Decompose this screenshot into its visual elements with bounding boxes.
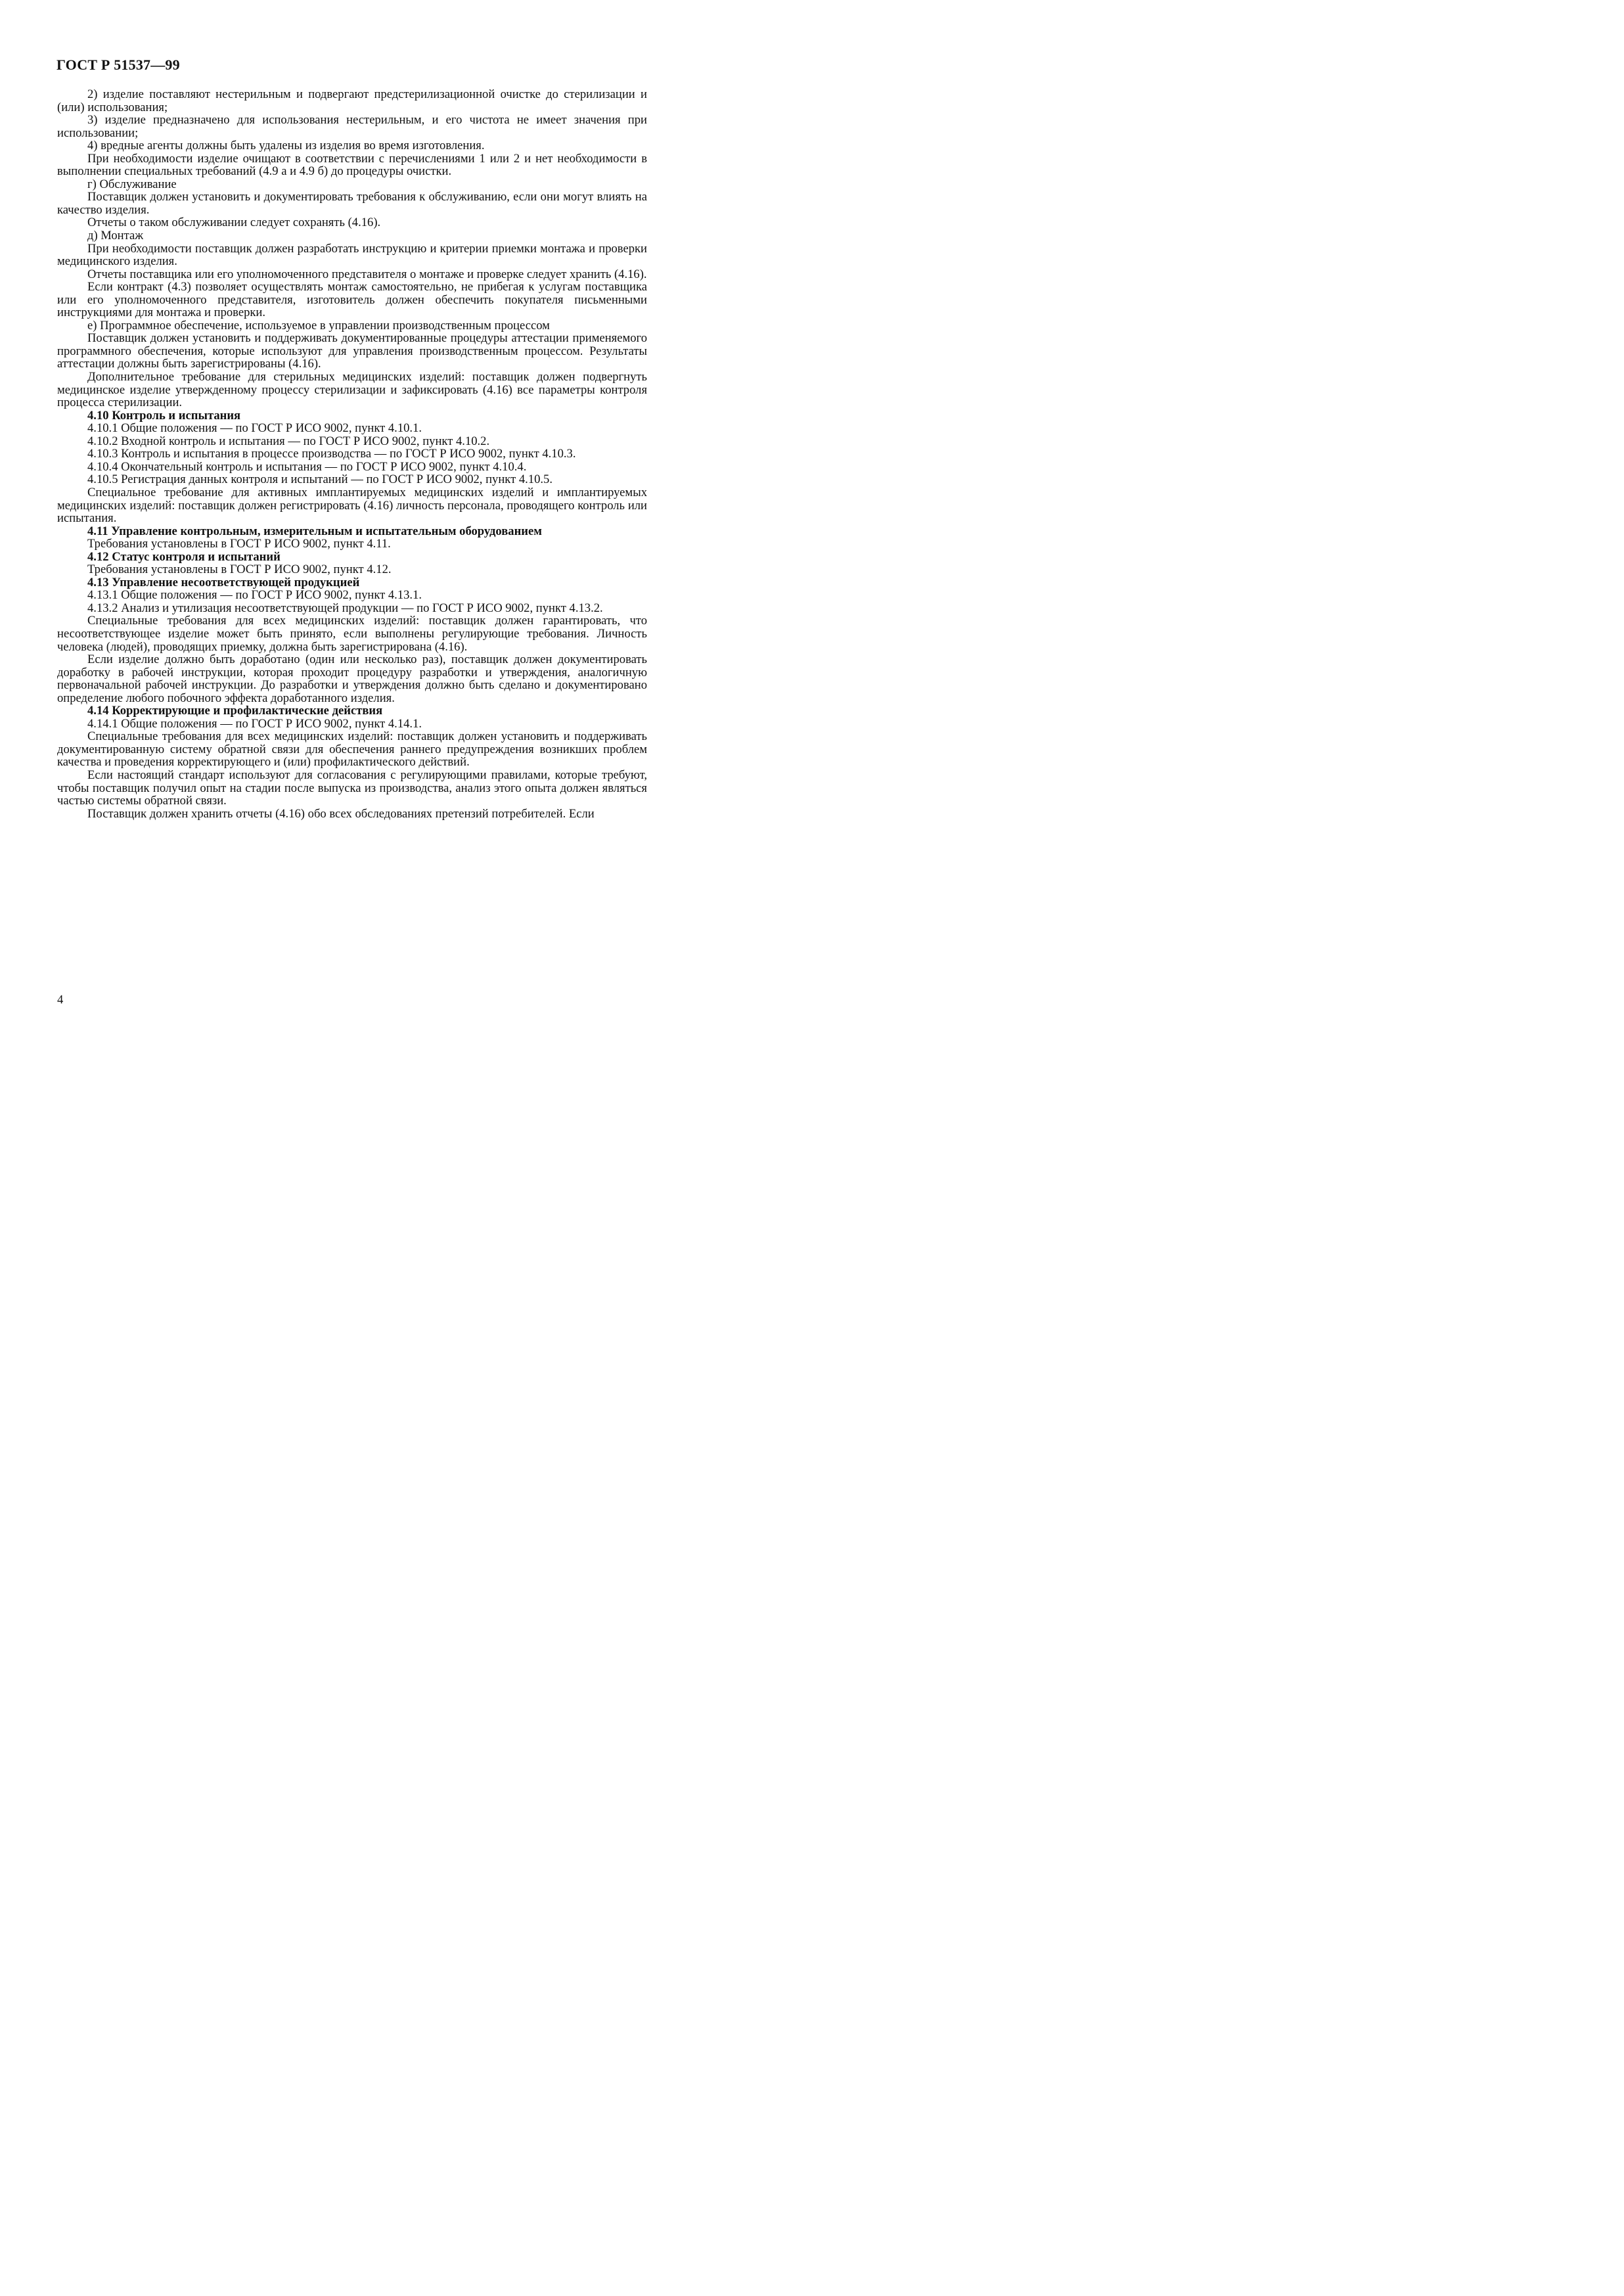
paragraph: Требования установлены в ГОСТ Р ИСО 9002, пункт 4.12. <box>87 563 392 577</box>
paragraph: 2) изделие поставляют нестерильным и подвергают предстерилизационной очистке до стерилизации и (или) использования; <box>57 87 647 114</box>
clause-4-10-5: 4.10.5 Регистрация данных контроля и испытаний — по ГОСТ Р ИСО 9002, пункт 4.10.5. <box>87 472 553 487</box>
paragraph: При необходимости поставщик должен разработать инструкцию и критерии приемки монтажа и проверки медицинского изделия. <box>57 241 647 269</box>
section-heading-4-13: 4.13 Управление несоответствующей продукцией <box>87 575 360 589</box>
clause-4-10-4: 4.10.4 Окончательный контроль и испытания — по ГОСТ Р ИСО 9002, пункт 4.10.4. <box>87 459 527 474</box>
paragraph: 4) вредные агенты должны быть удалены из изделия во время изготовления. <box>87 139 485 153</box>
paragraph: Поставщик должен установить и документировать требования к обслуживанию, если они могут влиять на качество изделия. <box>57 190 647 217</box>
paragraph: Если контракт (4.3) позволяет осуществлять монтаж самостоятельно, не прибегая к услугам поставщика или его уполномоченного представителя, изготовитель должен обеспечить покупателя письменными инструкциями для монтажа и проверки. <box>57 280 647 320</box>
section-heading-4-11: 4.11 Управление контрольным, измерительным и испытательным оборудованием <box>87 524 542 538</box>
page-number: 4 <box>57 993 64 1007</box>
document-header: ГОСТ Р 51537—99 <box>56 57 180 73</box>
section-heading-4-14: 4.14 Корректирующие и профилактические действия <box>87 704 383 718</box>
paragraph: Специальное требование для активных имплантируемых медицинских изделий и имплантируемых медицинских изделий: поставщик должен регистрировать (4.16) личность персонала, проводящего контроль или испытания. <box>57 485 647 526</box>
paragraph: При необходимости изделие очищают в соответствии с перечислениями 1 или 2 и нет необходимости в выполнении специальных требований (4.9 а и 4.9 б) до процедуры очистки. <box>57 151 647 179</box>
clause-4-10-2: 4.10.2 Входной контроль и испытания — по ГОСТ Р ИСО 9002, пункт 4.10.2. <box>87 434 490 448</box>
section-heading-4-12: 4.12 Статус контроля и испытаний <box>87 549 281 564</box>
paragraph: Отчеты поставщика или его уполномоченного представителя о монтаже и проверке следует хранить (4.16). <box>87 267 647 281</box>
paragraph: Если изделие должно быть доработано (один или несколько раз), поставщик должен документировать доработку в рабочей инструкции, которая проходит процедуру разработки и утверждения, аналогичную первоначальной рабочей инструкции. До разработки и утверждения должно быть сделано и документировано определение любого побочного эффекта доработанного изделия. <box>57 653 647 705</box>
paragraph: Специальные требования для всех медицинских изделий: поставщик должен установить и поддерживать документированную систему обратной связи для обеспечения раннего предупреждения возникших проблем качества и проведения корректирующего и (или) профилактического действий. <box>57 729 647 769</box>
document-body <box>57 88 647 820</box>
paragraph: Поставщик должен хранить отчеты (4.16) обо всех обследованиях претензий потребителей. Если <box>87 806 595 821</box>
paragraph: Дополнительное требование для стерильных медицинских изделий: поставщик должен подвергнуть медицинское изделие утвержденному процессу стерилизации и зафиксировать (4.16) все параметры контроля процесса стерилизации. <box>57 370 647 410</box>
paragraph: Поставщик должен установить и поддерживать документированные процедуры аттестации применяемого программного обеспечения, которые используют для управления производственным процессом. Результаты аттестации должны быть зарегистрированы (4.16). <box>57 331 647 371</box>
clause-4-14-1: 4.14.1 Общие положения — по ГОСТ Р ИСО 9002, пункт 4.14.1. <box>87 716 422 731</box>
clause-4-13-2: 4.13.2 Анализ и утилизация несоответствующей продукции — по ГОСТ Р ИСО 9002, пункт 4.13.2. <box>87 601 603 615</box>
subsection-title: д) Монтаж <box>87 229 144 243</box>
paragraph: Требования установлены в ГОСТ Р ИСО 9002, пункт 4.11. <box>87 537 391 551</box>
document-page <box>0 0 723 1024</box>
clause-4-13-1: 4.13.1 Общие положения — по ГОСТ Р ИСО 9002, пункт 4.13.1. <box>87 588 422 603</box>
paragraph: 3) изделие предназначено для использования нестерильным, и его чистота не имеет значения при использовании; <box>57 113 647 140</box>
clause-4-10-3: 4.10.3 Контроль и испытания в процессе производства — по ГОСТ Р ИСО 9002, пункт 4.10.3. <box>87 447 576 461</box>
paragraph: Если настоящий стандарт используют для согласования с регулирующими правилами, которые требуют, чтобы поставщик получил опыт на стадии после выпуска из производства, анализ этого опыта должен являться частью системы обратной связи. <box>57 768 647 808</box>
subsection-title: г) Обслуживание <box>87 177 177 191</box>
paragraph: Специальные требования для всех медицинских изделий: поставщик должен гарантировать, что несоответствующее изделие может быть принято, если выполнены регулирующие требования. Личность человека (людей), проводящих приемку, должна быть зарегистрирована (4.16). <box>57 614 647 654</box>
section-heading-4-10: 4.10 Контроль и испытания <box>87 408 241 423</box>
clause-4-10-1: 4.10.1 Общие положения — по ГОСТ Р ИСО 9002, пункт 4.10.1. <box>87 421 422 436</box>
subsection-title: е) Программное обеспечение, используемое в управлении производственным процессом <box>87 318 550 333</box>
paragraph: Отчеты о таком обслуживании следует сохранять (4.16). <box>87 216 381 230</box>
